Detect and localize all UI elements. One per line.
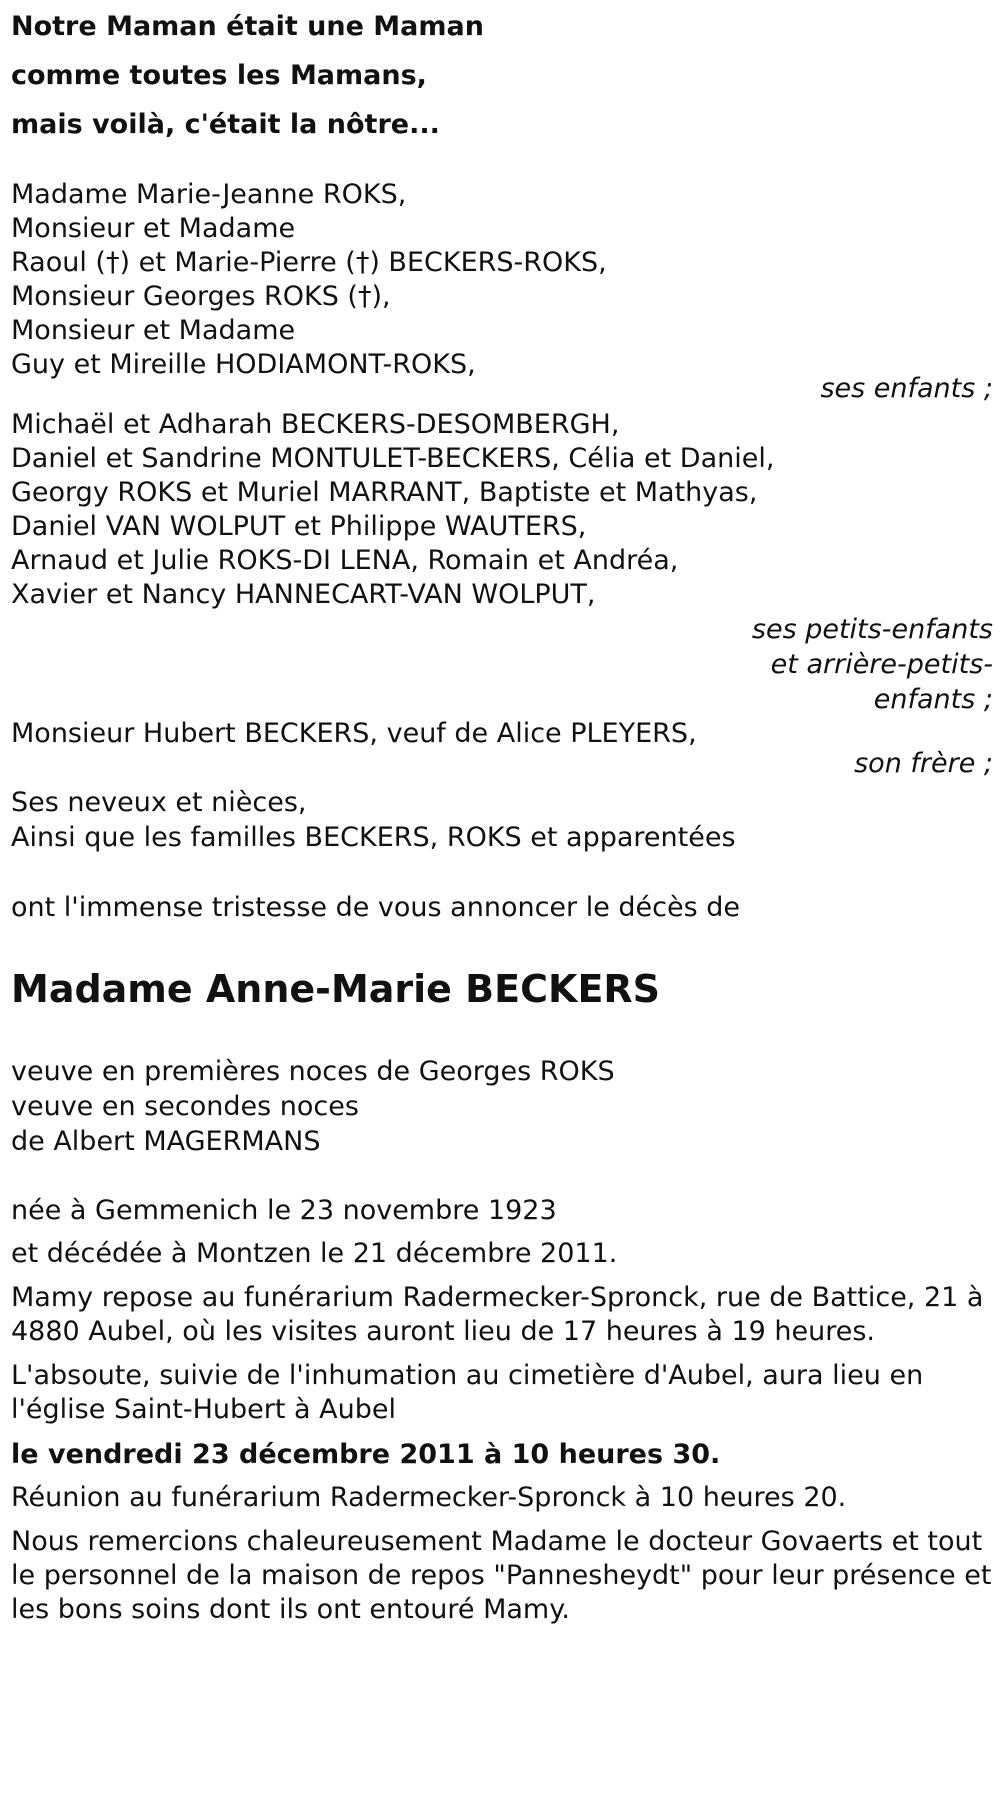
family-line: Ainsi que les familles BECKERS, ROKS et apparentées [11, 822, 736, 853]
intro-line: comme toutes les Mamans, [11, 60, 427, 91]
intro-line: Notre Maman était une Maman [11, 11, 484, 42]
children-line: Monsieur et Madame [11, 213, 296, 244]
children-role: ses enfants ; [820, 373, 993, 404]
died-line: et décédée à Montzen le 21 décembre 2011. [11, 1238, 618, 1269]
grandchildren-role: enfants ; [873, 684, 993, 715]
widow-line: veuve en premières noces de Georges ROKS [11, 1056, 615, 1087]
grandchildren-role: ses petits-enfants [751, 614, 993, 645]
family-block [11, 785, 993, 855]
grandchildren-line: Georgy ROKS et Muriel MARRANT, Baptiste et Mathyas, [11, 477, 758, 508]
grandchildren-line: Daniel VAN WOLPUT et Philippe WAUTERS, [11, 511, 587, 542]
obituary-page [11, 0, 993, 1627]
grandchildren-line: Michaël et Adharah BECKERS-DESOMBERGH, [11, 409, 620, 440]
grandchildren-line: Xavier et Nancy HANNECART-VAN WOLPUT, [11, 579, 596, 610]
brother-role: son frère ; [854, 748, 993, 779]
widow-line: de Albert MAGERMANS [11, 1126, 321, 1157]
reunion-line: Réunion au funérarium Radermecker-Spronck à 10 heures 20. [11, 1482, 847, 1513]
children-line: Monsieur Georges ROKS (†), [11, 281, 391, 312]
ceremony-date: le vendredi 23 décembre 2011 à 10 heures 30. [11, 1439, 721, 1470]
children-block [11, 178, 993, 402]
born-line: née à Gemmenich le 23 novembre 1923 [11, 1195, 557, 1226]
absoute-paragraph: L'absoute, suivie de l'inhumation au cimetière d'Aubel, aura lieu en l'église Saint-Hubert à Aubel [11, 1360, 924, 1425]
children-line: Madame Marie-Jeanne ROKS, [11, 179, 407, 210]
brother-block [11, 717, 993, 777]
children-line: Guy et Mireille HODIAMONT-ROKS, [11, 349, 476, 380]
thanks-paragraph: Nous remercions chaleureusement Madame le docteur Govaerts et tout le personnel de la maison de repos "Pannesheydt" pour leur présence et les bons soins dont ils ont entouré Mamy. [11, 1526, 992, 1625]
announcement: ont l'immense tristesse de vous annoncer le décès de [11, 892, 741, 923]
intro-verse [11, 2, 993, 149]
grandchildren-line: Arnaud et Julie ROKS-DI LENA, Romain et Andréa, [11, 545, 679, 576]
intro-line: mais voilà, c'était la nôtre... [11, 109, 440, 140]
children-line: Raoul (†) et Marie-Pierre (†) BECKERS-ROKS, [11, 247, 607, 278]
rest-paragraph: Mamy repose au funérarium Radermecker-Spronck, rue de Battice, 21 à 4880 Aubel, où les visites auront lieu de 17 heures à 19 heures. [11, 1282, 984, 1347]
deceased-name: Madame Anne-Marie BECKERS [11, 967, 661, 1011]
widow-line: veuve en secondes noces [11, 1091, 359, 1122]
family-line: Ses neveux et nièces, [11, 787, 307, 818]
grandchildren-line: Daniel et Sandrine MONTULET-BECKERS, Célia et Daniel, [11, 443, 775, 474]
brother-line: Monsieur Hubert BECKERS, veuf de Alice PLEYERS, [11, 718, 697, 749]
children-line: Monsieur et Madame [11, 315, 296, 346]
grandchildren-block [11, 408, 993, 717]
widow-block [11, 1054, 993, 1159]
grandchildren-role: et arrière-petits- [770, 649, 993, 680]
